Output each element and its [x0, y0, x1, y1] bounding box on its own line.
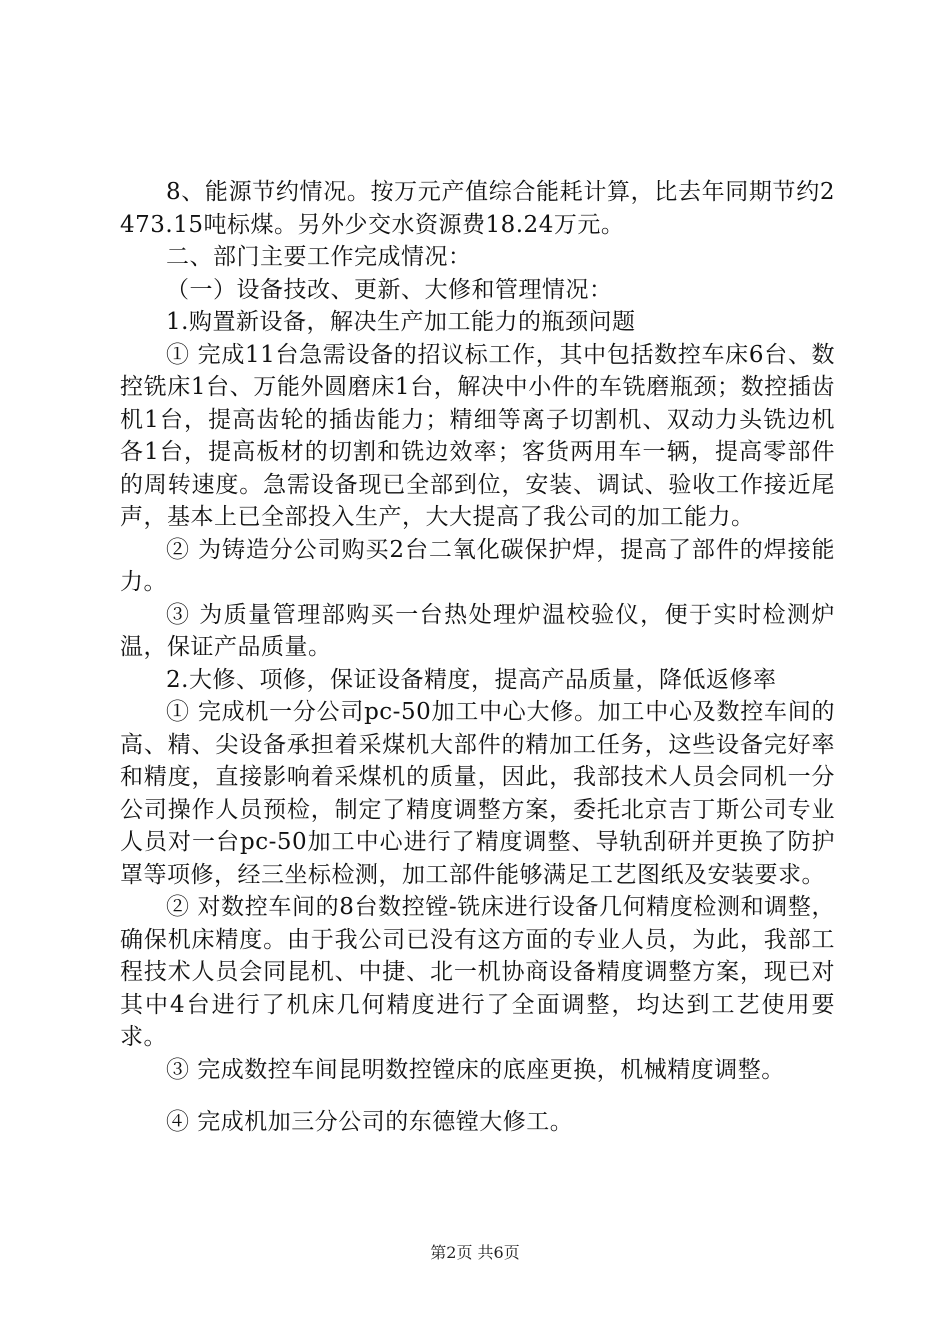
paragraph-item-2-2: ② 对数控车间的8台数控镗-铣床进行设备几何精度检测和调整，确保机床精度。由于我公司已没有这方面的专业人员，为此，我部工程技术人员会同昆机、中捷、北一机协商设备精度调整方案，现已对其中4台进行了机床几何精度进行了全面调整，均达到工艺使用要求。	[120, 894, 835, 1050]
heading-subsection-one: （一）设备技改、更新、大修和管理情况：	[166, 276, 613, 303]
paragraph-energy-saving: 8、能源节约情况。按万元产值综合能耗计算，比去年同期节约2473.15吨标煤。另外少交水资源费18.24万元。	[120, 179, 835, 238]
heading-section-two: 二、部门主要工作完成情况：	[166, 244, 472, 270]
paragraph-item-2-1: ① 完成机一分公司pc-50加工中心大修。加工中心及数控车间的高、精、尖设备承担着采煤机大部件的精加工任务，这些设备完好率和精度，直接影响着采煤机的质量，因此，我部技术人员会同机一分公司操作人员预检，制定了精度调整方案，委托北京吉丁斯公司专业人员对一台pc-50加工中心进行了精度调整、导轨刮研并更换了防护罩等项修，经三坐标检测，加工部件能够满足工艺图纸及安装要求。	[120, 699, 835, 888]
page-number-footer: 第2页 共6页	[430, 1243, 520, 1262]
heading-item-one: 1.购置新设备，解决生产加工能力的瓶颈问题	[166, 309, 636, 335]
document-body	[120, 176, 835, 1139]
paragraph-item-1-1: ① 完成11台急需设备的招议标工作，其中包括数控车床6台、数控铣床1台、万能外圆磨床1台，解决中小件的车铣磨瓶颈；数控插齿机1台，提高齿轮的插齿能力；精细等离子切割机、双动力头铣边机各1台，提高板材的切割和铣边效率；客货两用车一辆，提高零部件的周转速度。急需设备现已全部到位，安装、调试、验收工作接近尾声，基本上已全部投入生产，大大提高了我公司的加工能力。	[120, 341, 835, 530]
paragraph-item-1-3: ③ 为质量管理部购买一台热处理炉温校验仪，便于实时检测炉温，保证产品质量。	[120, 601, 835, 660]
heading-item-two: 2.大修、项修，保证设备精度，提高产品质量，降低返修率	[166, 666, 777, 693]
paragraph-item-2-4: ④ 完成机加三分公司的东德镗大修工。	[166, 1109, 574, 1135]
paragraph-item-1-2: ② 为铸造分公司购买2台二氧化碳保护焊，提高了部件的焊接能力。	[120, 536, 835, 595]
paragraph-item-2-3: ③ 完成数控车间昆明数控镗床的底座更换，机械精度调整。	[166, 1056, 785, 1083]
